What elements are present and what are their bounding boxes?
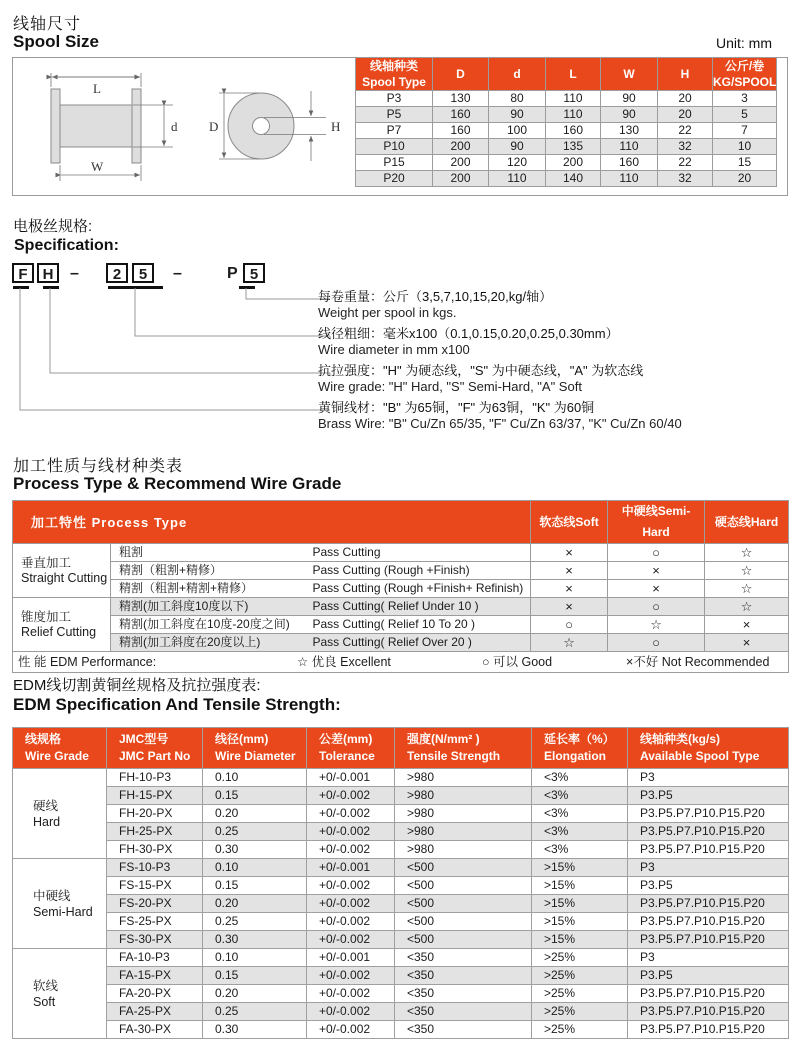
strength-col-header-zh: 线规格 bbox=[25, 732, 62, 746]
spool-value-cell: 100 bbox=[489, 123, 546, 139]
strength-col-header bbox=[395, 728, 532, 769]
strength-value-cell: <350 bbox=[395, 967, 532, 985]
spool-value-cell: 15 bbox=[713, 155, 777, 171]
spool-value-cell: 110 bbox=[601, 139, 658, 155]
strength-value-cell: >25% bbox=[532, 985, 628, 1003]
spec-code-char: – bbox=[70, 265, 79, 282]
spool-value-cell: 110 bbox=[601, 171, 658, 187]
spec-note-en: Brass Wire: "B" Cu/Zn 65/35, "F" Cu/Zn 63/37, "K" Cu/Zn 60/40 bbox=[318, 415, 682, 431]
strength-value-cell: P3.P5.P7.P10.P15.P20 bbox=[628, 823, 789, 841]
spec-note bbox=[318, 326, 788, 357]
process-desc-en: Pass Cutting (Rough +Finish+ Refinish) bbox=[311, 580, 531, 598]
strength-row bbox=[13, 877, 789, 895]
strength-value-cell: <3% bbox=[532, 823, 628, 841]
spec-note-zh: 抗拉强度："H" 为硬态线，"S" 为中硬态线，"A" 为软态线 bbox=[318, 363, 644, 378]
strength-value-cell: 0.30 bbox=[203, 1021, 307, 1039]
strength-value-cell: FH-15-PX bbox=[107, 787, 203, 805]
spool-value-cell: 160 bbox=[546, 123, 601, 139]
strength-col-header-en: JMC Part No bbox=[119, 749, 191, 763]
wire-grade-cell bbox=[13, 769, 107, 859]
spool-value-cell: 200 bbox=[546, 155, 601, 171]
spec-code-box: 2 bbox=[106, 263, 128, 283]
strength-table-body bbox=[13, 769, 789, 1039]
strength-value-cell: 0.30 bbox=[203, 931, 307, 949]
strength-row bbox=[13, 1003, 789, 1021]
strength-col-header-en: Elongation bbox=[544, 749, 606, 763]
strength-value-cell: +0/-0.002 bbox=[307, 913, 395, 931]
spool-value-cell: 110 bbox=[489, 171, 546, 187]
spec-note-zh: 黄铜线材："B" 为65铜，"F" 为63铜，"K" 为60铜 bbox=[318, 400, 595, 415]
strength-row bbox=[13, 931, 789, 949]
legend-excellent: ☆ 优良 Excellent bbox=[297, 655, 391, 669]
strength-value-cell: FA-25-PX bbox=[107, 1003, 203, 1021]
strength-value-cell: P3.P5 bbox=[628, 787, 789, 805]
strength-value-cell: <3% bbox=[532, 769, 628, 787]
strength-value-cell: +0/-0.001 bbox=[307, 769, 395, 787]
process-mark-cell: × bbox=[705, 616, 789, 634]
strength-value-cell: +0/-0.002 bbox=[307, 805, 395, 823]
strength-value-cell: P3.P5.P7.P10.P15.P20 bbox=[628, 895, 789, 913]
strength-value-cell: FH-20-PX bbox=[107, 805, 203, 823]
spec-title-zh: 电极丝规格: bbox=[13, 218, 93, 235]
spool-type-cell: P15 bbox=[356, 155, 433, 171]
wire-grade-en: Semi-Hard bbox=[33, 904, 93, 919]
process-category-en: Relief Cutting bbox=[21, 624, 97, 639]
process-desc-en: Pass Cutting( Relief Under 10 ) bbox=[311, 598, 531, 616]
process-mark-cell: × bbox=[531, 598, 608, 616]
strength-value-cell: <500 bbox=[395, 895, 532, 913]
process-category-cell bbox=[13, 598, 111, 652]
strength-value-cell: P3.P5.P7.P10.P15.P20 bbox=[628, 805, 789, 823]
process-title-zh: 加工性质与线材种类表 bbox=[13, 458, 184, 475]
spool-size-table-header-row bbox=[356, 58, 777, 91]
strength-col-header-zh: 强度(N/mm² ) bbox=[407, 732, 480, 746]
spool-value-cell: 32 bbox=[658, 139, 713, 155]
strength-value-cell: >980 bbox=[395, 769, 532, 787]
process-mark-cell: ○ bbox=[608, 544, 705, 562]
wire-grade-zh: 中硬线 bbox=[33, 888, 71, 903]
process-desc-en: Pass Cutting( Relief 10 To 20 ) bbox=[311, 616, 531, 634]
spec-note-en: Wire diameter in mm x100 bbox=[318, 341, 470, 357]
process-mark-cell: × bbox=[531, 562, 608, 580]
wire-grade-en: Hard bbox=[33, 814, 61, 829]
process-table-header-row bbox=[13, 501, 789, 544]
spool-value-cell: 90 bbox=[601, 91, 658, 107]
process-row bbox=[13, 616, 789, 634]
strength-col-header-en: Wire Diameter bbox=[215, 749, 296, 763]
strength-value-cell: +0/-0.002 bbox=[307, 823, 395, 841]
strength-row bbox=[13, 823, 789, 841]
wire-grade-en: Soft bbox=[33, 994, 56, 1009]
strength-value-cell: 0.10 bbox=[203, 859, 307, 877]
col-header-H: H bbox=[658, 58, 713, 91]
spool-value-cell: 3 bbox=[713, 91, 777, 107]
dim-label-d: d bbox=[171, 119, 178, 134]
col-header-L: L bbox=[546, 58, 601, 91]
strength-row bbox=[13, 1021, 789, 1039]
spec-code-box: F bbox=[12, 263, 34, 283]
strength-value-cell: +0/-0.002 bbox=[307, 1003, 395, 1021]
spool-table-row bbox=[356, 171, 777, 187]
spec-code-char: – bbox=[173, 265, 182, 282]
strength-col-header bbox=[107, 728, 203, 769]
process-legend-row bbox=[13, 652, 789, 673]
strength-table bbox=[12, 727, 789, 1039]
spool-size-title-en: Spool Size bbox=[13, 32, 99, 51]
spool-value-cell: 200 bbox=[433, 139, 489, 155]
strength-row bbox=[13, 859, 789, 877]
strength-row bbox=[13, 787, 789, 805]
strength-value-cell: 0.25 bbox=[203, 1003, 307, 1021]
spool-value-cell: 160 bbox=[601, 155, 658, 171]
strength-value-cell: FA-15-PX bbox=[107, 967, 203, 985]
spool-value-cell: 22 bbox=[658, 155, 713, 171]
process-desc-en: Pass Cutting bbox=[311, 544, 531, 562]
strength-value-cell: <350 bbox=[395, 1003, 532, 1021]
spool-size-table-body bbox=[356, 91, 777, 187]
col-header-W: W bbox=[601, 58, 658, 91]
process-mark-cell: × bbox=[531, 580, 608, 598]
strength-col-header bbox=[628, 728, 789, 769]
process-desc-en: Pass Cutting (Rough +Finish) bbox=[311, 562, 531, 580]
strength-value-cell: >980 bbox=[395, 823, 532, 841]
strength-value-cell: <350 bbox=[395, 985, 532, 1003]
process-mark-cell: ☆ bbox=[705, 544, 789, 562]
strength-value-cell: >15% bbox=[532, 913, 628, 931]
spool-hole bbox=[253, 118, 270, 135]
spool-table-row bbox=[356, 107, 777, 123]
spool-value-cell: 160 bbox=[433, 123, 489, 139]
strength-value-cell: 0.15 bbox=[203, 967, 307, 985]
strength-value-cell: 0.25 bbox=[203, 823, 307, 841]
strength-value-cell: FS-30-PX bbox=[107, 931, 203, 949]
spec-code-row bbox=[0, 263, 800, 287]
process-category-zh: 锥度加工 bbox=[21, 609, 72, 624]
strength-value-cell: 0.10 bbox=[203, 769, 307, 787]
spec-note bbox=[318, 400, 788, 431]
spec-note bbox=[318, 289, 788, 320]
strength-value-cell: <500 bbox=[395, 931, 532, 949]
strength-value-cell: +0/-0.002 bbox=[307, 1021, 395, 1039]
process-mark-cell: ○ bbox=[608, 634, 705, 652]
process-header-left: 加工特性 Process Type bbox=[13, 501, 531, 544]
spool-size-title-zh: 线轴尺寸 bbox=[13, 16, 82, 33]
strength-value-cell: FS-20-PX bbox=[107, 895, 203, 913]
grade-header-semi-hard: 中硬线Semi-Hard bbox=[608, 501, 705, 544]
process-mark-cell: ☆ bbox=[705, 580, 789, 598]
process-desc-zh: 精割(加工斜度10度以下) bbox=[111, 598, 311, 616]
strength-value-cell: <500 bbox=[395, 877, 532, 895]
strength-value-cell: P3.P5.P7.P10.P15.P20 bbox=[628, 985, 789, 1003]
process-table-body bbox=[13, 544, 789, 652]
spec-connector-lines bbox=[0, 287, 330, 417]
strength-value-cell: FH-25-PX bbox=[107, 823, 203, 841]
strength-value-cell: <500 bbox=[395, 859, 532, 877]
grade-header-hard: 硬态线Hard bbox=[705, 501, 789, 544]
spool-type-cell: P10 bbox=[356, 139, 433, 155]
strength-value-cell: FH-10-P3 bbox=[107, 769, 203, 787]
strength-value-cell: FA-10-P3 bbox=[107, 949, 203, 967]
dim-label-W: W bbox=[91, 159, 104, 174]
strength-col-header bbox=[13, 728, 107, 769]
strength-value-cell: >15% bbox=[532, 859, 628, 877]
spool-value-cell: 130 bbox=[433, 91, 489, 107]
spool-value-cell: 20 bbox=[658, 91, 713, 107]
spool-value-cell: 20 bbox=[658, 107, 713, 123]
col-header-spool-type: 线轴种类 Spool Type bbox=[356, 58, 433, 91]
strength-value-cell: <3% bbox=[532, 805, 628, 823]
process-mark-cell: × bbox=[531, 544, 608, 562]
strength-col-header-en: Tensile Strength bbox=[407, 749, 501, 763]
strength-value-cell: P3 bbox=[628, 949, 789, 967]
strength-value-cell: +0/-0.001 bbox=[307, 859, 395, 877]
process-mark-cell: × bbox=[705, 634, 789, 652]
spool-diagram bbox=[21, 63, 356, 190]
strength-value-cell: FA-30-PX bbox=[107, 1021, 203, 1039]
strength-value-cell: P3.P5.P7.P10.P15.P20 bbox=[628, 931, 789, 949]
strength-value-cell: 0.20 bbox=[203, 805, 307, 823]
process-category-cell bbox=[13, 544, 111, 598]
strength-value-cell: <350 bbox=[395, 1021, 532, 1039]
strength-value-cell: <3% bbox=[532, 841, 628, 859]
process-desc-zh: 精割(加工斜度在20度以上) bbox=[111, 634, 311, 652]
strength-value-cell: <350 bbox=[395, 949, 532, 967]
strength-value-cell: 0.20 bbox=[203, 985, 307, 1003]
spool-value-cell: 90 bbox=[489, 107, 546, 123]
process-mark-cell: ☆ bbox=[531, 634, 608, 652]
strength-col-header-zh: 线轴种类(kg/s) bbox=[640, 732, 721, 746]
strength-row bbox=[13, 985, 789, 1003]
spool-value-cell: 110 bbox=[546, 107, 601, 123]
spool-type-cell: P7 bbox=[356, 123, 433, 139]
spool-value-cell: 7 bbox=[713, 123, 777, 139]
strength-value-cell: 0.20 bbox=[203, 895, 307, 913]
process-desc-zh: 精割（粗割+精割+精修） bbox=[111, 580, 311, 598]
legend-good: ○ 可以 Good bbox=[482, 655, 553, 669]
wire-grade-cell bbox=[13, 949, 107, 1039]
strength-value-cell: +0/-0.002 bbox=[307, 985, 395, 1003]
strength-row bbox=[13, 805, 789, 823]
spool-flange-right bbox=[132, 89, 141, 163]
spool-value-cell: 20 bbox=[713, 171, 777, 187]
process-row bbox=[13, 562, 789, 580]
col-header-d: d bbox=[489, 58, 546, 91]
wire-grade-cell bbox=[13, 859, 107, 949]
strength-value-cell: 0.25 bbox=[203, 913, 307, 931]
process-category-en: Straight Cutting bbox=[21, 570, 108, 585]
strength-value-cell: 0.15 bbox=[203, 877, 307, 895]
strength-value-cell: >980 bbox=[395, 841, 532, 859]
strength-col-header-en: Tolerance bbox=[319, 749, 375, 763]
spool-value-cell: 120 bbox=[489, 155, 546, 171]
spool-table-row bbox=[356, 155, 777, 171]
process-title-en: Process Type & Recommend Wire Grade bbox=[13, 474, 342, 493]
spec-code-char: P bbox=[227, 265, 238, 282]
dim-label-L: L bbox=[93, 81, 101, 96]
strength-value-cell: >980 bbox=[395, 787, 532, 805]
process-desc-zh: 粗割 bbox=[111, 544, 311, 562]
spec-note bbox=[318, 363, 788, 394]
spool-type-cell: P5 bbox=[356, 107, 433, 123]
process-mark-cell: × bbox=[608, 562, 705, 580]
strength-col-header-zh: JMC型号 bbox=[119, 732, 169, 746]
spool-value-cell: 90 bbox=[489, 139, 546, 155]
process-mark-cell: ○ bbox=[608, 598, 705, 616]
strength-title-en: EDM Specification And Tensile Strength: bbox=[13, 695, 341, 714]
col-header-D: D bbox=[433, 58, 489, 91]
spool-flange-left bbox=[51, 89, 60, 163]
strength-value-cell: P3.P5.P7.P10.P15.P20 bbox=[628, 913, 789, 931]
col-header-kg-spool: 公斤/卷 KG/SPOOL bbox=[713, 59, 777, 89]
spool-value-cell: 32 bbox=[658, 171, 713, 187]
grade-header-soft: 软态线Soft bbox=[531, 501, 608, 544]
strength-value-cell: P3.P5.P7.P10.P15.P20 bbox=[628, 1021, 789, 1039]
strength-row bbox=[13, 769, 789, 787]
process-category-zh: 垂直加工 bbox=[21, 555, 72, 570]
strength-value-cell: P3 bbox=[628, 859, 789, 877]
process-desc-zh: 精割（粗割+精修） bbox=[111, 562, 311, 580]
strength-value-cell: P3.P5.P7.P10.P15.P20 bbox=[628, 841, 789, 859]
process-row bbox=[13, 634, 789, 652]
strength-col-header-zh: 延长率（%） bbox=[544, 732, 615, 746]
strength-value-cell: FH-30-PX bbox=[107, 841, 203, 859]
strength-value-cell: >15% bbox=[532, 895, 628, 913]
spool-value-cell: 160 bbox=[433, 107, 489, 123]
spool-table-row bbox=[356, 91, 777, 107]
strength-value-cell: P3.P5 bbox=[628, 967, 789, 985]
strength-value-cell: >15% bbox=[532, 877, 628, 895]
spool-value-cell: 140 bbox=[546, 171, 601, 187]
spool-value-cell: 80 bbox=[489, 91, 546, 107]
spool-value-cell: 200 bbox=[433, 155, 489, 171]
spec-title-en: Specification: bbox=[14, 237, 119, 254]
dim-label-D: D bbox=[209, 119, 219, 134]
process-row bbox=[13, 544, 789, 562]
process-row bbox=[13, 598, 789, 616]
strength-row bbox=[13, 895, 789, 913]
spool-type-cell: P20 bbox=[356, 171, 433, 187]
strength-value-cell: +0/-0.002 bbox=[307, 841, 395, 859]
spec-note-en: Weight per spool in kgs. bbox=[318, 304, 457, 320]
spec-code-box: 5 bbox=[243, 263, 265, 283]
spec-note-en: Wire grade: "H" Hard, "S" Semi-Hard, "A" Soft bbox=[318, 378, 582, 394]
spool-value-cell: 10 bbox=[713, 139, 777, 155]
strength-row bbox=[13, 949, 789, 967]
strength-value-cell: +0/-0.001 bbox=[307, 949, 395, 967]
spool-value-cell: 130 bbox=[601, 123, 658, 139]
process-mark-cell: × bbox=[608, 580, 705, 598]
process-desc-en: Pass Cutting( Relief Over 20 ) bbox=[311, 634, 531, 652]
spool-value-cell: 5 bbox=[713, 107, 777, 123]
strength-col-header-zh: 公差(mm) bbox=[319, 732, 373, 746]
wire-grade-zh: 硬线 bbox=[33, 798, 59, 813]
spec-code-box: H bbox=[37, 263, 59, 283]
strength-value-cell: >15% bbox=[532, 931, 628, 949]
spool-table-row bbox=[356, 123, 777, 139]
strength-value-cell: <3% bbox=[532, 787, 628, 805]
process-mark-cell: ○ bbox=[531, 616, 608, 634]
process-mark-cell: ☆ bbox=[705, 562, 789, 580]
legend-label: 性 能 EDM Performance: bbox=[18, 655, 157, 669]
strength-value-cell: P3 bbox=[628, 769, 789, 787]
strength-row bbox=[13, 967, 789, 985]
strength-value-cell: FS-15-PX bbox=[107, 877, 203, 895]
strength-value-cell: >25% bbox=[532, 967, 628, 985]
strength-title-zh: EDM线切割黄铜丝规格及抗拉强度表: bbox=[13, 677, 261, 694]
strength-value-cell: FA-20-PX bbox=[107, 985, 203, 1003]
strength-row bbox=[13, 841, 789, 859]
process-mark-cell: ☆ bbox=[705, 598, 789, 616]
process-desc-zh: 精割(加工斜度在10度-20度之间) bbox=[111, 616, 311, 634]
spool-type-cell: P3 bbox=[356, 91, 433, 107]
strength-value-cell: +0/-0.002 bbox=[307, 967, 395, 985]
strength-row bbox=[13, 913, 789, 931]
spool-value-cell: 22 bbox=[658, 123, 713, 139]
process-table bbox=[12, 500, 789, 673]
strength-col-header-zh: 线径(mm) bbox=[215, 732, 269, 746]
strength-value-cell: FS-10-P3 bbox=[107, 859, 203, 877]
strength-col-header-en: Wire Grade bbox=[25, 749, 89, 763]
strength-value-cell: >25% bbox=[532, 1003, 628, 1021]
strength-value-cell: >980 bbox=[395, 805, 532, 823]
strength-value-cell: >25% bbox=[532, 949, 628, 967]
spool-table-row bbox=[356, 139, 777, 155]
process-legend bbox=[13, 652, 789, 673]
process-row bbox=[13, 580, 789, 598]
strength-value-cell: FS-25-PX bbox=[107, 913, 203, 931]
spool-value-cell: 135 bbox=[546, 139, 601, 155]
strength-value-cell: +0/-0.002 bbox=[307, 931, 395, 949]
strength-value-cell: +0/-0.002 bbox=[307, 787, 395, 805]
strength-value-cell: P3.P5.P7.P10.P15.P20 bbox=[628, 1003, 789, 1021]
spec-note-zh: 每卷重量：公斤（3,5,7,10,15,20,kg/轴） bbox=[318, 289, 553, 304]
strength-value-cell: 0.15 bbox=[203, 787, 307, 805]
spec-code-box: 5 bbox=[132, 263, 154, 283]
strength-value-cell: +0/-0.002 bbox=[307, 877, 395, 895]
strength-value-cell: >25% bbox=[532, 1021, 628, 1039]
strength-col-header bbox=[532, 728, 628, 769]
wire-grade-zh: 软线 bbox=[33, 978, 59, 993]
strength-value-cell: +0/-0.002 bbox=[307, 895, 395, 913]
legend-not-recommended: ×不好 Not Recommended bbox=[626, 655, 770, 669]
strength-value-cell: 0.30 bbox=[203, 841, 307, 859]
dim-label-H: H bbox=[331, 119, 341, 134]
strength-col-header-en: Available Spool Type bbox=[640, 749, 760, 763]
spool-value-cell: 200 bbox=[433, 171, 489, 187]
strength-value-cell: <500 bbox=[395, 913, 532, 931]
unit-label: Unit: mm bbox=[716, 35, 772, 51]
spool-value-cell: 90 bbox=[601, 107, 658, 123]
strength-table-header-row bbox=[13, 728, 789, 769]
spec-note-zh: 线径粗细：毫米x100（0.1,0.15,0.20,0.25,0.30mm） bbox=[318, 326, 619, 341]
spool-value-cell: 110 bbox=[546, 91, 601, 107]
strength-value-cell: 0.10 bbox=[203, 949, 307, 967]
spool-size-table bbox=[355, 57, 777, 187]
strength-value-cell: P3.P5 bbox=[628, 877, 789, 895]
process-mark-cell: ☆ bbox=[608, 616, 705, 634]
strength-col-header bbox=[307, 728, 395, 769]
strength-col-header bbox=[203, 728, 307, 769]
spool-barrel bbox=[60, 105, 132, 147]
